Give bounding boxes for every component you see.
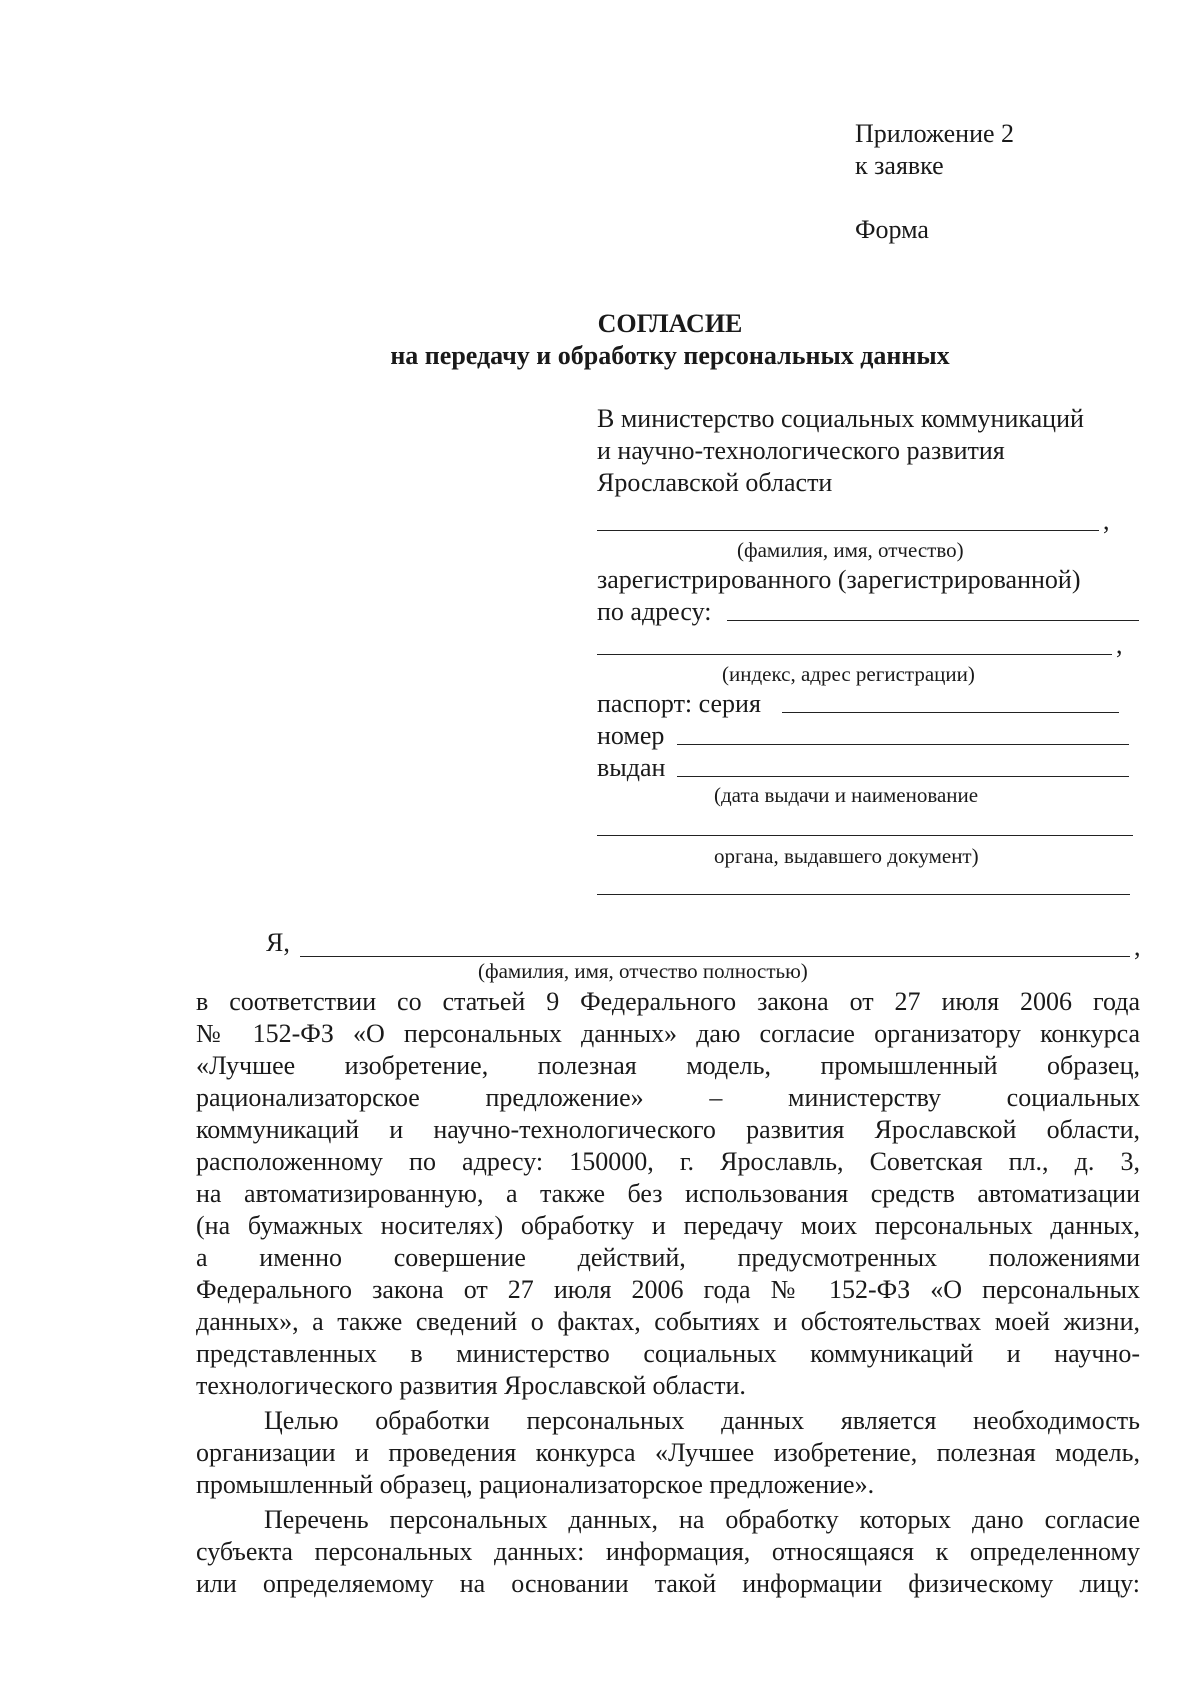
- consent-line: расположенному по адресу: 150000, г. Ярославль, Советская пл., д. 3,: [196, 1147, 1140, 1176]
- fio-comma: ,: [1103, 506, 1110, 535]
- issuing-authority-field-line[interactable]: [597, 835, 1133, 836]
- consent-line: а именно совершение действий, предусмотренных положениями: [196, 1243, 1140, 1272]
- consent-line: на автоматизированную, а также без использования средств автоматизации: [196, 1179, 1140, 1208]
- fullname-comma: ,: [1134, 932, 1141, 961]
- purpose-line: организации и проведения конкурса «Лучшее изобретение, полезная модель,: [196, 1438, 1140, 1467]
- appendix-reference: к заявке: [855, 151, 944, 180]
- consent-line: технологического развития Ярославской области.: [196, 1371, 746, 1400]
- passport-series-label: паспорт: серия: [597, 689, 761, 718]
- data-list-line: или определяемому на основании такой информации физическому лицу:: [196, 1569, 1140, 1598]
- consent-line: рационализаторское предложение» – министерству социальных: [196, 1083, 1140, 1112]
- consent-line: № 152-ФЗ «О персональных данных» даю согласие организатору конкурса: [196, 1019, 1140, 1048]
- purpose-line: промышленный образец, рационализаторское предложение».: [196, 1470, 875, 1499]
- passport-number-field-line[interactable]: [677, 744, 1129, 745]
- consent-line: «Лучшее изобретение, полезная модель, промышленный образец,: [196, 1051, 1140, 1080]
- document-title: СОГЛАСИЕ: [597, 309, 743, 338]
- fio-caption: (фамилия, имя, отчество): [737, 538, 964, 562]
- fullname-caption: (фамилия, имя, отчество полностью): [478, 959, 808, 983]
- address-caption: (индекс, адрес регистрации): [722, 662, 975, 686]
- address-label: по адресу:: [597, 597, 712, 626]
- consent-line: данных», а также сведений о фактах, событиях и обстоятельствах моей жизни,: [196, 1307, 1140, 1336]
- addressee-line-2: и научно-технологического развития: [597, 436, 1005, 465]
- purpose-line: Целью обработки персональных данных является необходимость: [264, 1406, 1140, 1435]
- registered-label: зарегистрированного (зарегистрированной): [597, 565, 1081, 594]
- issued-caption-1: (дата выдачи и наименование: [714, 783, 979, 807]
- passport-series-field-line[interactable]: [782, 712, 1119, 713]
- consent-line: в соответствии со статьей 9 Федерального закона от 27 июля 2006 года: [196, 987, 1140, 1016]
- passport-number-label: номер: [597, 721, 665, 750]
- address-field-line-2[interactable]: [597, 654, 1112, 655]
- fio-field-line[interactable]: [597, 530, 1099, 531]
- form-label: Форма: [855, 215, 929, 244]
- addressee-line-1: В министерство социальных коммуникаций: [597, 404, 1084, 433]
- address-field-line-1[interactable]: [727, 620, 1139, 621]
- issued-label: выдан: [597, 753, 666, 782]
- consent-line: (на бумажных носителях) обработку и передачу моих персональных данных,: [196, 1211, 1140, 1240]
- fullname-field-line[interactable]: [300, 956, 1130, 957]
- addressee-line-3: Ярославской области: [597, 468, 833, 497]
- issuing-authority-field-line-2[interactable]: [597, 894, 1130, 895]
- data-list-line: Перечень персональных данных, на обработку которых дано согласие: [264, 1505, 1140, 1534]
- issued-field-line[interactable]: [677, 776, 1129, 777]
- consent-line: представленных в министерство социальных коммуникаций и научно-: [196, 1339, 1140, 1368]
- data-list-line: субъекта персональных данных: информация, относящаяся к определенному: [196, 1537, 1140, 1566]
- appendix-number: Приложение 2: [855, 119, 1015, 148]
- consent-line: Федерального закона от 27 июля 2006 года № 152-ФЗ «О персональных: [196, 1275, 1140, 1304]
- issued-caption-2: органа, выдавшего документ): [714, 844, 979, 868]
- address-comma: ,: [1116, 630, 1123, 659]
- consent-line: коммуникаций и научно-технологического развития Ярославской области,: [196, 1115, 1140, 1144]
- i-label: Я,: [266, 928, 290, 957]
- document-subtitle: на передачу и обработку персональных данных: [390, 341, 950, 370]
